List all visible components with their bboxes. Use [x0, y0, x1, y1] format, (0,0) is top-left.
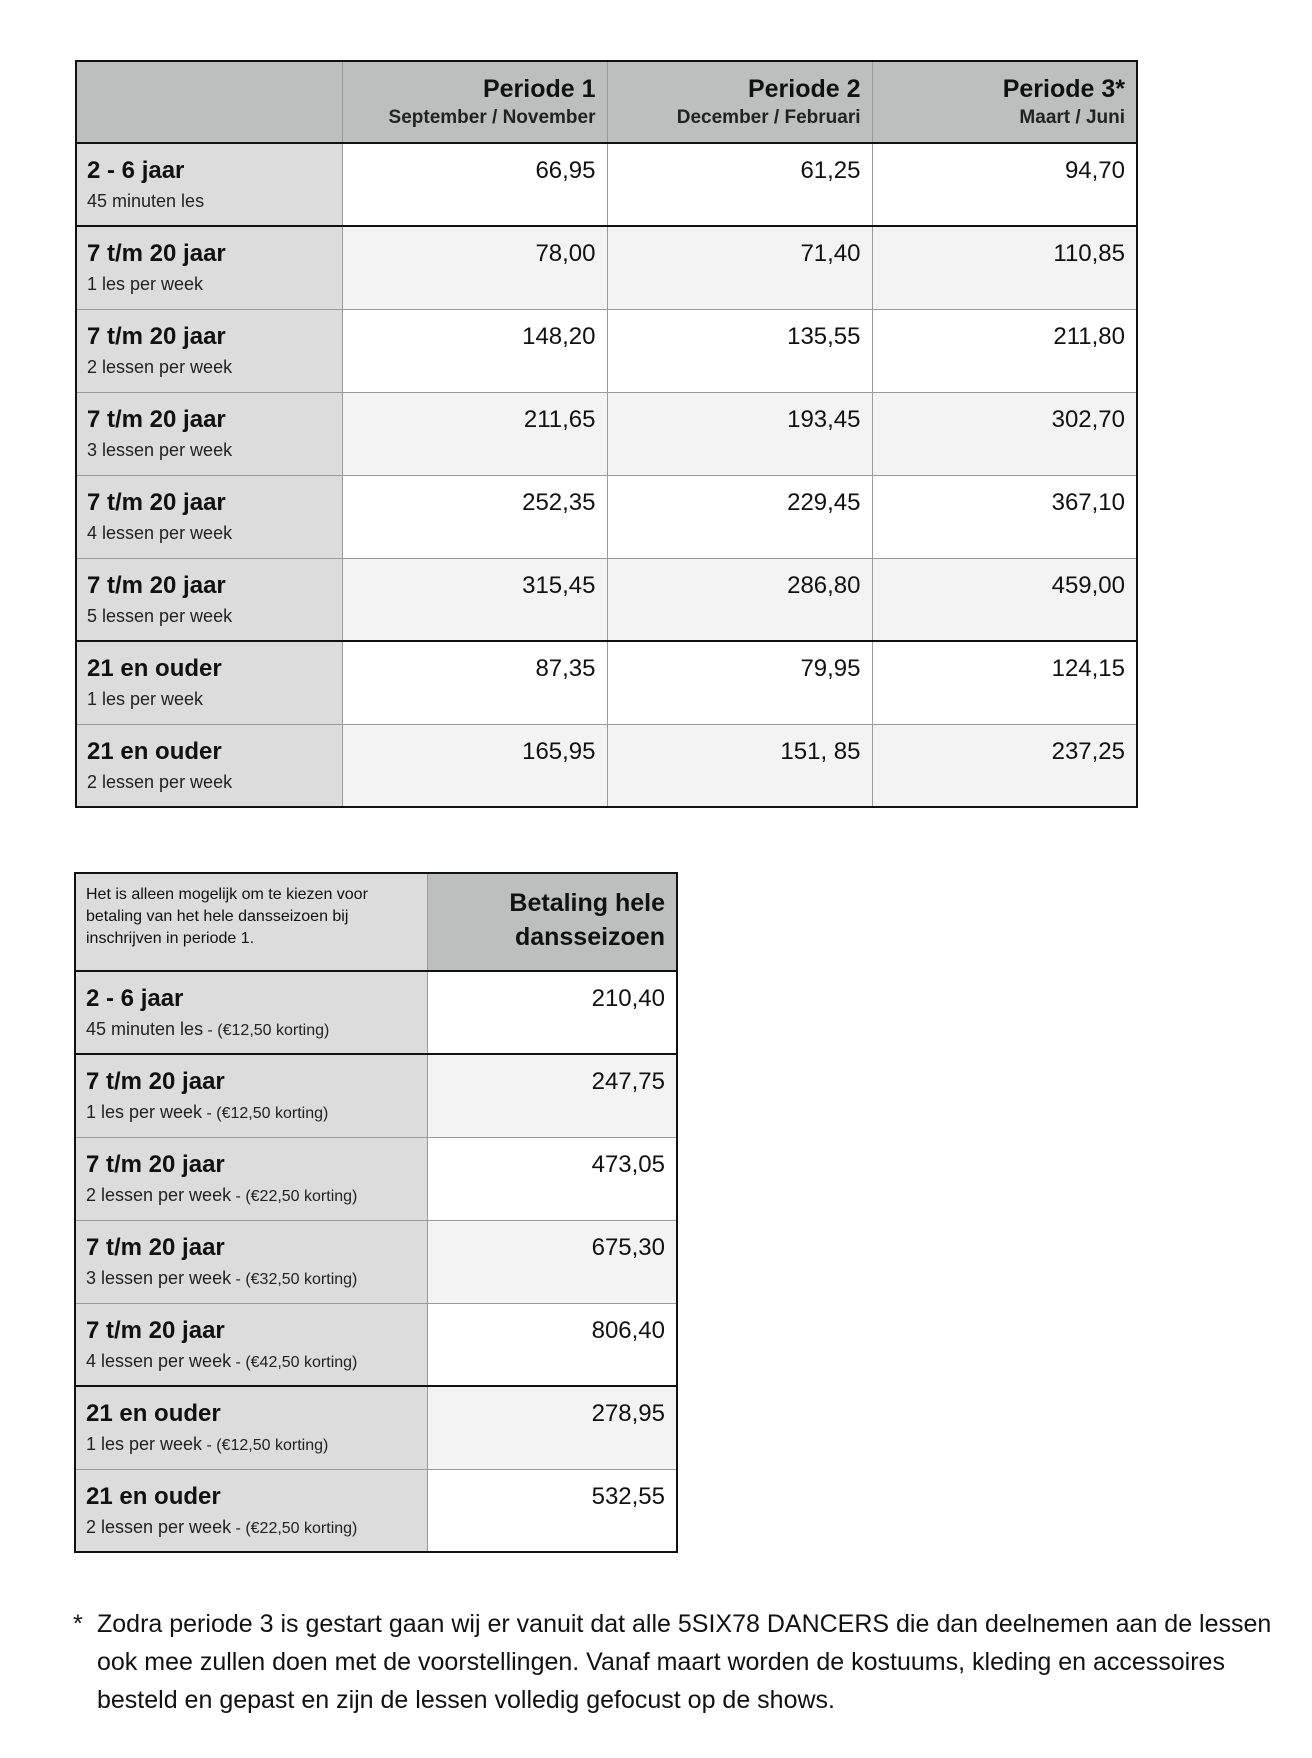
row-sub-text: 4 lessen per week: [86, 1350, 232, 1371]
row-title: 2 - 6 jaar: [86, 985, 184, 1012]
header-periode-3: [872, 61, 1137, 143]
price-cell: 94,70: [872, 143, 1137, 226]
table-row: [75, 971, 677, 1054]
price-cell: 71,40: [607, 226, 872, 309]
price-cell: 135,55: [607, 309, 872, 392]
row-label: [76, 226, 342, 309]
season-note: Het is alleen mogelijk om te kiezen voor betaling van het hele dansseizoen bij inschrijven in periode 1.: [75, 873, 427, 971]
header-subtitle: December / Februari: [676, 107, 861, 128]
header-subtitle: Maart / Juni: [1019, 107, 1125, 128]
table-row: [76, 309, 1137, 392]
row-title: 7 t/m 20 jaar: [87, 322, 226, 350]
header-title: Periode 1: [482, 75, 596, 103]
price-cell: 315,45: [342, 558, 607, 641]
header-corner-cell: [76, 61, 342, 143]
price-cell: 211,80: [872, 309, 1137, 392]
price-cell: 367,10: [872, 475, 1137, 558]
row-subtitle: 1 les per week: [87, 689, 204, 709]
discount-text: - (€22,50 korting): [231, 1519, 358, 1537]
price-cell: 675,30: [427, 1220, 677, 1303]
row-label: [76, 558, 342, 641]
row-subtitle: 1 les per week: [87, 274, 204, 294]
table-row: [75, 1137, 677, 1220]
price-cell: 148,20: [342, 309, 607, 392]
row-label: [76, 641, 342, 724]
table-row: [76, 641, 1137, 724]
header-periode-1: [342, 61, 607, 143]
footnote: [73, 1605, 1273, 1719]
row-title: 2 - 6 jaar: [87, 157, 185, 184]
footnote-marker: *: [73, 1610, 83, 1638]
row-label: [76, 143, 342, 226]
row-label: [75, 1220, 427, 1303]
row-sub-text: 2 lessen per week: [86, 1516, 232, 1537]
row-subtitle: [86, 1346, 417, 1378]
footnote-text: Zodra periode 3 is gestart gaan wij er vanuit dat alle 5SIX78 DANCERS die dan deelnemen aan de lessen ook mee zullen doen met de voorstellingen. Vanaf maart worden de kostuums, kleding en accessoires besteld en gepast en zijn de lessen volledig gefocust op de shows.: [97, 1610, 1272, 1714]
price-cell: 806,40: [427, 1303, 677, 1386]
row-subtitle: [86, 1014, 417, 1046]
price-cell: 61,25: [607, 143, 872, 226]
row-title: 21 en ouder: [86, 1482, 221, 1510]
table-row: [76, 558, 1137, 641]
season-price-table: [74, 872, 678, 1553]
row-subtitle: 2 lessen per week: [87, 771, 233, 792]
row-subtitle: 3 lessen per week: [87, 439, 233, 460]
price-cell: 278,95: [427, 1386, 677, 1469]
row-title: 7 t/m 20 jaar: [86, 1316, 225, 1344]
header-periode-2: [607, 61, 872, 143]
row-title: 7 t/m 20 jaar: [87, 240, 226, 267]
row-title: 7 t/m 20 jaar: [87, 405, 226, 433]
row-subtitle: 2 lessen per week: [87, 356, 233, 377]
price-cell: 473,05: [427, 1137, 677, 1220]
header-subtitle: September / November: [388, 107, 596, 128]
table-row: [75, 1220, 677, 1303]
price-cell: 532,55: [427, 1469, 677, 1552]
table-row: [75, 1303, 677, 1386]
season-header-row: [75, 873, 677, 971]
price-cell: 237,25: [872, 724, 1137, 807]
price-cell: 286,80: [607, 558, 872, 641]
price-cell: 165,95: [342, 724, 607, 807]
price-cell: 252,35: [342, 475, 607, 558]
discount-text: - (€12,50 korting): [202, 1437, 329, 1454]
row-title: 7 t/m 20 jaar: [86, 1068, 225, 1095]
price-cell: 110,85: [872, 226, 1137, 309]
row-title: 21 en ouder: [87, 737, 222, 765]
discount-text: - (€42,50 korting): [231, 1353, 358, 1371]
price-cell: 211,65: [342, 392, 607, 475]
row-label: [75, 1303, 427, 1386]
row-label: [75, 971, 427, 1054]
row-label: [75, 1386, 427, 1469]
row-sub-text: 45 minuten les: [86, 1019, 204, 1039]
row-sub-text: 3 lessen per week: [86, 1267, 232, 1288]
row-label: [76, 475, 342, 558]
discount-text: - (€12,50 korting): [202, 1105, 329, 1122]
table-row: [75, 1054, 677, 1137]
period-header-row: [76, 61, 1137, 143]
price-cell: 193,45: [607, 392, 872, 475]
row-subtitle: [86, 1512, 417, 1544]
period-price-table: [75, 60, 1138, 808]
row-subtitle: 45 minuten les: [87, 191, 205, 211]
price-cell: 247,75: [427, 1054, 677, 1137]
price-cell: 302,70: [872, 392, 1137, 475]
row-title: 7 t/m 20 jaar: [86, 1233, 225, 1261]
row-label: [75, 1137, 427, 1220]
row-title: 7 t/m 20 jaar: [87, 488, 226, 516]
row-sub-text: 1 les per week: [86, 1102, 203, 1122]
row-subtitle: [86, 1429, 417, 1461]
discount-text: - (€22,50 korting): [231, 1187, 358, 1205]
row-label: [75, 1054, 427, 1137]
price-cell: 66,95: [342, 143, 607, 226]
season-header-title: Betaling hele dansseizoen: [427, 873, 677, 971]
row-subtitle: [86, 1097, 417, 1129]
row-label: [76, 309, 342, 392]
price-cell: 229,45: [607, 475, 872, 558]
price-cell: 151, 85: [607, 724, 872, 807]
row-sub-text: 2 lessen per week: [86, 1184, 232, 1205]
row-subtitle: [86, 1263, 417, 1295]
row-label: [76, 724, 342, 807]
table-row: [76, 226, 1137, 309]
header-title: Periode 3*: [1002, 75, 1125, 103]
header-title: Periode 2: [747, 75, 861, 103]
table-row: [76, 143, 1137, 226]
row-subtitle: [86, 1180, 417, 1212]
row-title: 7 t/m 20 jaar: [86, 1150, 225, 1178]
price-cell: 210,40: [427, 971, 677, 1054]
discount-text: - (€12,50 korting): [203, 1022, 330, 1039]
row-title: 7 t/m 20 jaar: [87, 571, 226, 599]
discount-text: - (€32,50 korting): [231, 1270, 358, 1288]
price-cell: 78,00: [342, 226, 607, 309]
table-row: [76, 475, 1137, 558]
price-cell: 459,00: [872, 558, 1137, 641]
table-row: [76, 724, 1137, 807]
row-title: 21 en ouder: [86, 1400, 221, 1427]
table-row: [75, 1469, 677, 1552]
row-subtitle: 4 lessen per week: [87, 522, 233, 543]
row-subtitle: 5 lessen per week: [87, 605, 233, 626]
row-sub-text: 1 les per week: [86, 1434, 203, 1454]
row-label: [76, 392, 342, 475]
price-cell: 124,15: [872, 641, 1137, 724]
price-cell: 79,95: [607, 641, 872, 724]
row-title: 21 en ouder: [87, 655, 222, 682]
table-row: [75, 1386, 677, 1469]
table-row: [76, 392, 1137, 475]
row-label: [75, 1469, 427, 1552]
price-cell: 87,35: [342, 641, 607, 724]
